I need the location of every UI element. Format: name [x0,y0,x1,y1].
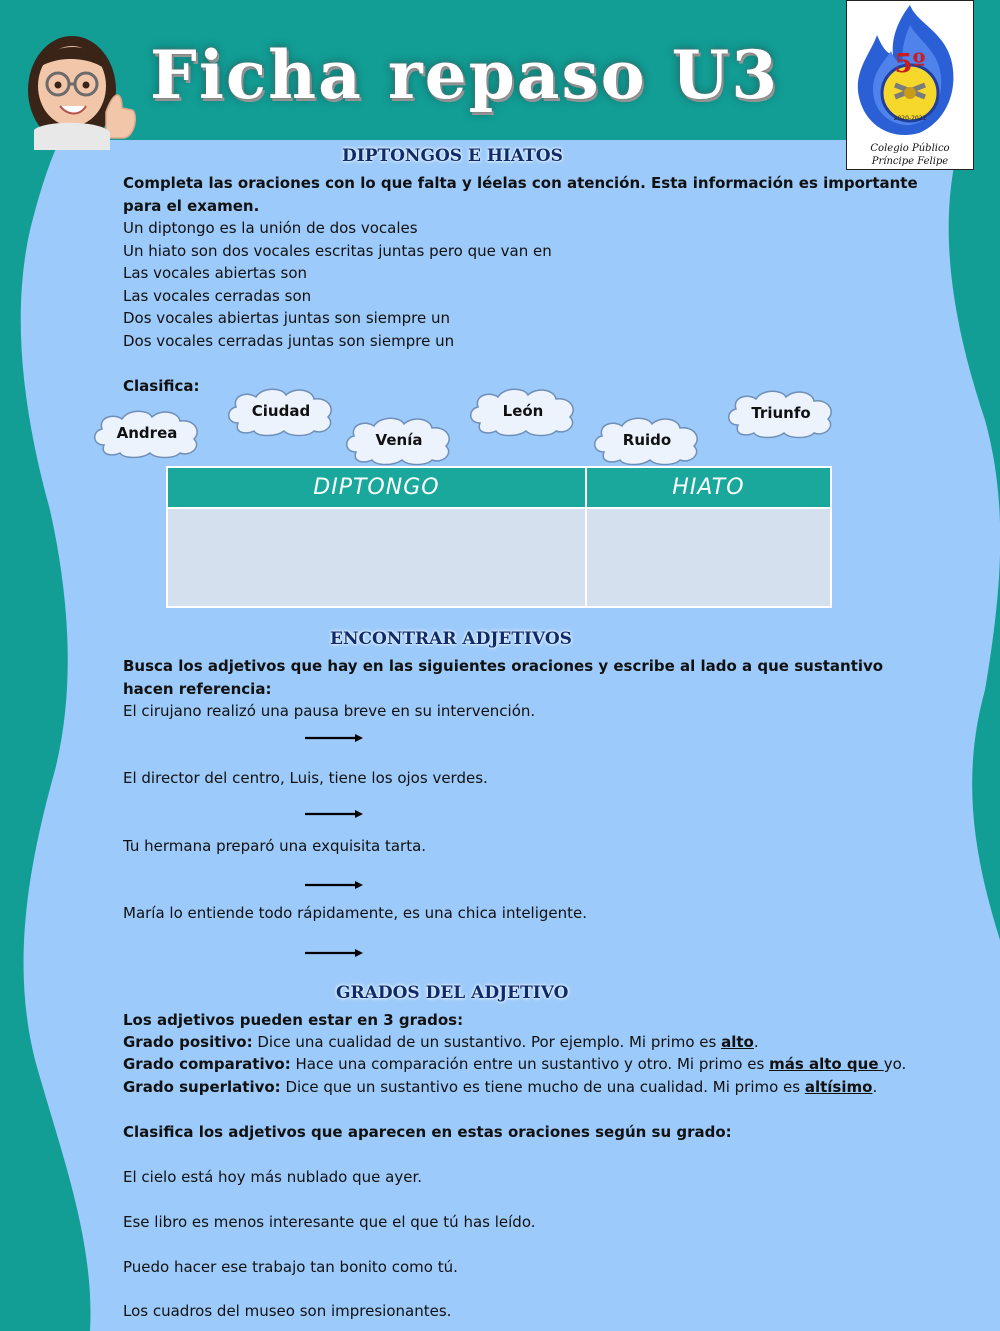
section1-line-1: Un diptongo es la unión de dos vocales [123,219,418,237]
adjective-sentence-1: El cirujano realizó una pausa breve en su intervención. [123,702,536,720]
grado-sentence-2: Ese libro es menos interesante que el que tú has leído. [123,1213,536,1231]
badge-grade: 5º [894,49,926,79]
grado-comparativo-after: yo. [883,1055,907,1073]
word-ruido: Ruido [622,431,672,449]
word-triunfo: Triunfo [751,404,811,422]
badge-years: 2020-2021 [893,115,927,122]
grado-positivo-after: . [753,1033,759,1051]
table-header-hiato: HIATO [586,467,831,508]
page-title: Ficha repaso U3 [150,36,780,114]
grado-positivo-example: alto [721,1033,754,1051]
grado-sentence-4: Los cuadros del museo son impresionantes. [123,1302,452,1320]
section1-line-6: Dos vocales cerradas juntas son siempre un [123,332,455,350]
drop-zone-hiato[interactable] [586,508,831,607]
grado-superlativo-after: . [872,1078,878,1096]
section1-line-3: Las vocales abiertas son [123,264,308,282]
section1-instruction: Completa las oraciones con lo que falta y léelas con atención. Esta información es importante para el examen. [123,174,918,215]
word-cloud-venia[interactable] [342,414,456,466]
grado-sentence-1: El cielo está hoy más nublado que ayer. [123,1168,423,1186]
adjective-sentence-3: Tu hermana preparó una exquisita tarta. [123,837,427,855]
word-venia: Venía [375,431,423,449]
grados-intro: Los adjetivos pueden estar en 3 grados: [123,1011,464,1029]
grado-sentence-3: Puedo hacer ese trabajo tan bonito como tú. [123,1258,458,1276]
word-ciudad: Ciudad [251,402,311,420]
section-heading-adjetivos: ENCONTRAR ADJETIVOS [330,629,572,649]
grado-superlativo-label: Grado superlativo: [123,1078,281,1096]
grado-positivo-line [123,1031,759,1054]
arrow-right-icon [305,810,363,818]
section1-line-2: Un hiato son dos vocales escritas juntas pero que van en [123,242,552,260]
avatar-illustration [14,20,138,150]
adjective-sentence-2: El director del centro, Luis, tiene los ojos verdes. [123,769,488,787]
grado-superlativo-text: Dice que un sustantivo es tiene mucho de una cualidad. Mi primo es [280,1078,805,1096]
grado-comparativo-text: Hace una comparación entre un sustantivo y otro. Mi primo es [290,1055,770,1073]
grado-positivo-text: Dice una cualidad de un sustantivo. Por ejemplo. Mi primo es [252,1033,722,1051]
arrow-right-icon [305,881,363,889]
word-cloud-andrea[interactable] [90,407,204,459]
table-header-diptongo: DIPTONGO [167,467,586,508]
grado-comparativo-line [123,1053,906,1076]
section1-line-4: Las vocales cerradas son [123,287,312,305]
word-cloud-ruido[interactable] [590,414,704,466]
word-cloud-triunfo[interactable] [724,387,838,439]
grado-comparativo-label: Grado comparativo: [123,1055,291,1073]
grado-superlativo-line [123,1076,877,1099]
grados-classify-instruction: Clasifica los adjetivos que aparecen en estas oraciones según su grado: [123,1123,732,1141]
word-leon: León [502,402,544,420]
badge-school-line2: Príncipe Felipe [871,156,949,167]
section1-line-5: Dos vocales abiertas juntas son siempre un [123,309,451,327]
section-heading-grados: GRADOS DEL ADJETIVO [336,983,569,1003]
classification-table [166,466,832,608]
badge-school-line1: Colegio Público [870,143,950,154]
grado-positivo-label: Grado positivo: [123,1033,253,1051]
arrow-right-icon [305,949,363,957]
word-cloud-ciudad[interactable] [224,385,338,437]
section-heading-diptongos: DIPTONGOS E HIATOS [342,146,563,166]
grado-superlativo-example: altísimo [804,1078,873,1096]
classify-label: Clasifica: [123,377,200,395]
section2-instruction: Busca los adjetivos que hay en las siguientes oraciones y escribe al lado a que sustantivo hacen referencia: [123,657,884,698]
word-cloud-leon[interactable] [466,385,580,437]
adjective-sentence-4: María lo entiende todo rápidamente, es una chica inteligente. [123,904,588,922]
arrow-right-icon [305,734,363,742]
grado-comparativo-example: más alto que [769,1055,884,1073]
word-andrea: Andrea [116,424,178,442]
school-badge [846,0,974,170]
drop-zone-diptongo[interactable] [167,508,586,607]
